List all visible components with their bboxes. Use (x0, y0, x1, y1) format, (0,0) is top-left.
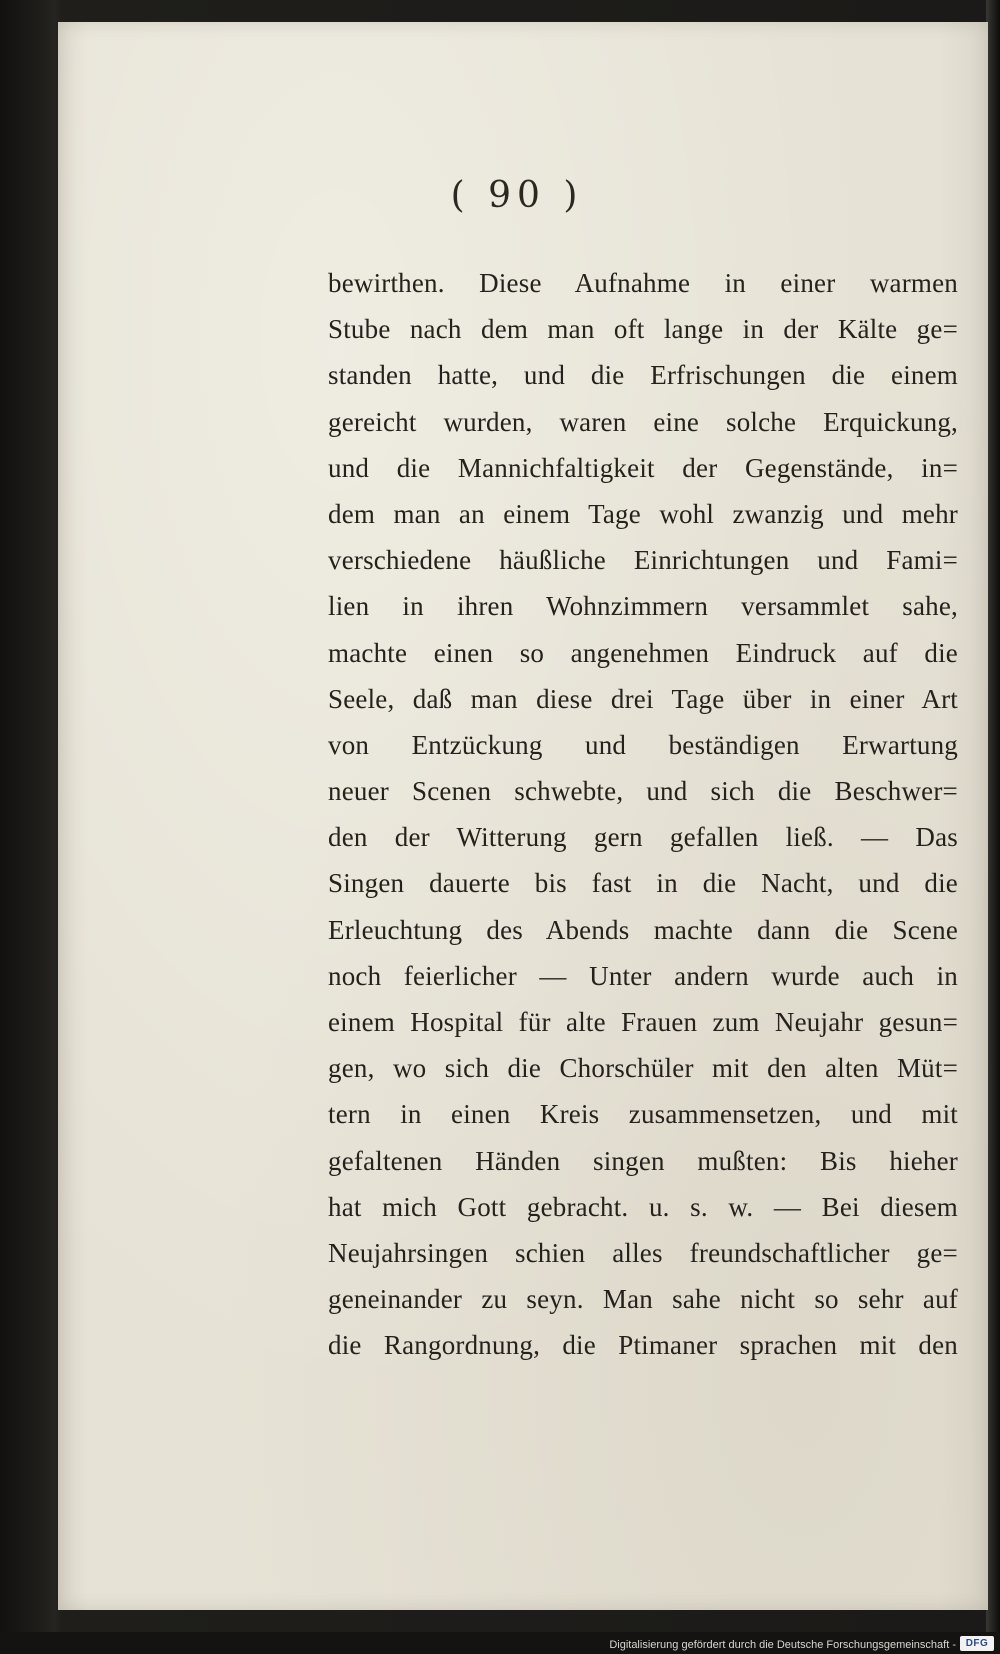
digitization-credit: Digitalisierung gefördert durch die Deutsche Forschungsgemeinschaft - (609, 1639, 956, 1651)
text-line: Singen dauerte bis fast in die Nacht, und die (328, 868, 958, 899)
text-line: von Entzückung und beständigen Erwartung (328, 729, 958, 760)
text-line: geneinander zu seyn. Man sahe nicht so sehr auf (328, 1284, 958, 1315)
footer-bar (0, 1632, 1000, 1654)
text-line: den der Witterung gern gefallen ließ. — Das (328, 822, 958, 853)
book-edge (986, 0, 1000, 1654)
book-page (58, 22, 988, 1610)
text-line: noch feierlicher — Unter andern wurde auch in (328, 960, 958, 991)
text-line: lien in ihren Wohnzimmern versammlet sahe, (328, 591, 958, 622)
text-line: machte einen so angenehmen Eindruck auf die (328, 637, 958, 668)
text-line: die Rangordnung, die Ptimaner sprachen mit den (328, 1330, 958, 1361)
text-line: tern in einen Kreis zusammensetzen, und mit (328, 1099, 958, 1130)
text-line: standen hatte, und die Erfrischungen die einem (328, 360, 958, 391)
text-line: hat mich Gott gebracht. u. s. w. — Bei diesem (328, 1191, 958, 1222)
text-line: gen, wo sich die Chorschüler mit den alten Müt= (328, 1053, 958, 1084)
text-line: einem Hospital für alte Frauen zum Neujahr gesun= (328, 1007, 958, 1037)
text-line: gereicht wurden, waren eine solche Erquickung, (328, 406, 958, 437)
text-line: Seele, daß man diese drei Tage über in einer Art (328, 683, 958, 714)
text-line: Neujahrsingen schien alles freundschaftlicher ge= (328, 1237, 958, 1268)
page-number: ( 90 ) (450, 175, 584, 216)
text-line: Erleuchtung des Abends machte dann die Scene (328, 914, 958, 945)
text-line: gefaltenen Händen singen mußten: Bis hieher (328, 1145, 958, 1176)
text-line: Stube nach dem man oft lange in der Kälte ge= (328, 314, 958, 345)
body-text (328, 260, 958, 1369)
text-line: dem man an einem Tage wohl zwanzig und mehr (328, 498, 958, 529)
dfg-logo-icon: DFG (960, 1636, 994, 1651)
text-line: neuer Scenen schwebte, und sich die Beschwer= (328, 776, 958, 807)
text-line: und die Mannichfaltigkeit der Gegenstände, in= (328, 452, 958, 483)
text-line: bewirthen. Diese Aufnahme in einer warmen (328, 268, 958, 298)
text-line: verschiedene häußliche Einrichtungen und Fami= (328, 545, 958, 576)
